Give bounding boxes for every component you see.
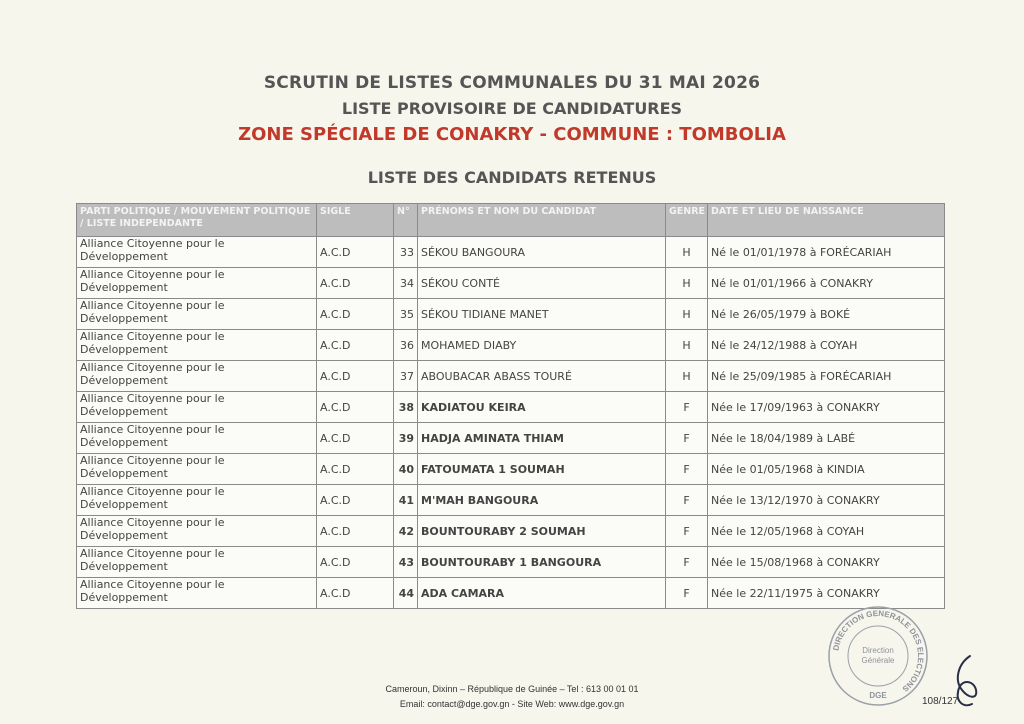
column-header-candidate-name: PRÉNOMS ET NOM DU CANDIDAT	[418, 204, 666, 237]
sigle-cell: A.C.D	[317, 454, 394, 485]
party-cell: Alliance Citoyenne pour le Développement	[77, 547, 317, 578]
column-header-parti: PARTI POLITIQUE / MOUVEMENT POLITIQUE / LISTE INDEPENDANTE	[77, 204, 317, 237]
table-row	[77, 237, 945, 268]
section-title: LISTE DES CANDIDATS RETENUS	[367, 168, 657, 187]
number-cell: 43	[394, 547, 418, 578]
party-cell: Alliance Citoyenne pour le Développement	[77, 392, 317, 423]
genre-cell: F	[666, 516, 708, 547]
table-row	[77, 330, 945, 361]
genre-cell: F	[666, 485, 708, 516]
genre-cell: H	[666, 268, 708, 299]
candidate-name-cell: SÉKOU TIDIANE MANET	[418, 299, 666, 330]
column-header-birth: DATE ET LIEU DE NAISSANCE	[708, 204, 945, 237]
sigle-cell: A.C.D	[317, 578, 394, 609]
party-cell: Alliance Citoyenne pour le Développement	[77, 454, 317, 485]
party-cell: Alliance Citoyenne pour le Développement	[77, 578, 317, 609]
genre-cell: F	[666, 578, 708, 609]
number-cell: 35	[394, 299, 418, 330]
table-row	[77, 485, 945, 516]
sigle-cell: A.C.D	[317, 423, 394, 454]
number-cell: 40	[394, 454, 418, 485]
table-row	[77, 547, 945, 578]
zone-commune-title: ZONE SPÉCIALE DE CONAKRY - COMMUNE : TOMBOLIA	[238, 124, 786, 145]
table-row	[77, 578, 945, 609]
stamp-ring-text: DIRECTION GENERALE DES ELECTIONS	[831, 608, 926, 694]
candidate-name-cell: M'MAH BANGOURA	[418, 485, 666, 516]
candidate-name-cell: MOHAMED DIABY	[418, 330, 666, 361]
birth-cell: Née le 15/08/1968 à CONAKRY	[708, 547, 945, 578]
candidates-table	[76, 203, 945, 609]
table-row	[77, 454, 945, 485]
sigle-cell: A.C.D	[317, 268, 394, 299]
party-cell: Alliance Citoyenne pour le Développement	[77, 237, 317, 268]
sigle-cell: A.C.D	[317, 361, 394, 392]
table-row	[77, 299, 945, 330]
party-cell: Alliance Citoyenne pour le Développement	[77, 485, 317, 516]
page-number: 108/127	[922, 696, 959, 707]
table-row	[77, 516, 945, 547]
footer-address: Cameroun, Dixinn – République de Guinée – Tel : 613 00 01 01	[385, 684, 639, 694]
candidate-name-cell: BOUNTOURABY 1 BANGOURA	[418, 547, 666, 578]
party-cell: Alliance Citoyenne pour le Développement	[77, 330, 317, 361]
birth-cell: Née le 12/05/1968 à COYAH	[708, 516, 945, 547]
table-row	[77, 361, 945, 392]
number-cell: 34	[394, 268, 418, 299]
genre-cell: F	[666, 423, 708, 454]
birth-cell: Née le 01/05/1968 à KINDIA	[708, 454, 945, 485]
number-cell: 37	[394, 361, 418, 392]
table-row	[77, 268, 945, 299]
sigle-cell: A.C.D	[317, 392, 394, 423]
candidate-name-cell: KADIATOU KEIRA	[418, 392, 666, 423]
birth-cell: Né le 24/12/1988 à COYAH	[708, 330, 945, 361]
birth-cell: Née le 17/09/1963 à CONAKRY	[708, 392, 945, 423]
candidate-name-cell: SÉKOU BANGOURA	[418, 237, 666, 268]
party-cell: Alliance Citoyenne pour le Développement	[77, 299, 317, 330]
birth-cell: Né le 01/01/1966 à CONAKRY	[708, 268, 945, 299]
table-row	[77, 392, 945, 423]
birth-cell: Née le 22/11/1975 à CONAKRY	[708, 578, 945, 609]
sigle-cell: A.C.D	[317, 547, 394, 578]
number-cell: 42	[394, 516, 418, 547]
genre-cell: H	[666, 330, 708, 361]
stamp-center-line2: Générale	[861, 656, 895, 665]
genre-cell: H	[666, 237, 708, 268]
list-subtitle: LISTE PROVISOIRE DE CANDIDATURES	[341, 99, 683, 118]
election-title: SCRUTIN DE LISTES COMMUNALES DU 31 MAI 2026	[263, 73, 761, 93]
number-cell: 41	[394, 485, 418, 516]
table-row	[77, 423, 945, 454]
candidate-name-cell: BOUNTOURABY 2 SOUMAH	[418, 516, 666, 547]
number-cell: 39	[394, 423, 418, 454]
table-header-row	[77, 204, 945, 237]
column-header-genre: GENRE	[666, 204, 708, 237]
party-cell: Alliance Citoyenne pour le Développement	[77, 361, 317, 392]
candidate-name-cell: ABOUBACAR ABASS TOURÉ	[418, 361, 666, 392]
sigle-cell: A.C.D	[317, 516, 394, 547]
party-cell: Alliance Citoyenne pour le Développement	[77, 516, 317, 547]
stamp-bottom-text: DGE	[869, 691, 887, 700]
birth-cell: Né le 01/01/1978 à FORÉCARIAH	[708, 237, 945, 268]
sigle-cell: A.C.D	[317, 237, 394, 268]
genre-cell: H	[666, 299, 708, 330]
party-cell: Alliance Citoyenne pour le Développement	[77, 268, 317, 299]
candidate-name-cell: HADJA AMINATA THIAM	[418, 423, 666, 454]
birth-cell: Née le 13/12/1970 à CONAKRY	[708, 485, 945, 516]
number-cell: 36	[394, 330, 418, 361]
sigle-cell: A.C.D	[317, 485, 394, 516]
genre-cell: F	[666, 454, 708, 485]
candidate-name-cell: ADA CAMARA	[418, 578, 666, 609]
birth-cell: Né le 25/09/1985 à FORÉCARIAH	[708, 361, 945, 392]
candidate-name-cell: FATOUMATA 1 SOUMAH	[418, 454, 666, 485]
birth-cell: Né le 26/05/1979 à BOKÉ	[708, 299, 945, 330]
sigle-cell: A.C.D	[317, 299, 394, 330]
column-header-number: N°	[394, 204, 418, 237]
party-cell: Alliance Citoyenne pour le Développement	[77, 423, 317, 454]
birth-cell: Née le 18/04/1989 à LABÉ	[708, 423, 945, 454]
candidate-name-cell: SÉKOU CONTÉ	[418, 268, 666, 299]
number-cell: 33	[394, 237, 418, 268]
genre-cell: F	[666, 547, 708, 578]
sigle-cell: A.C.D	[317, 330, 394, 361]
number-cell: 44	[394, 578, 418, 609]
column-header-sigle: SIGLE	[317, 204, 394, 237]
genre-cell: H	[666, 361, 708, 392]
footer-contact: Email: contact@dge.gov.gn - Site Web: www.dge.gov.gn	[399, 699, 625, 709]
number-cell: 38	[394, 392, 418, 423]
genre-cell: F	[666, 392, 708, 423]
stamp-center-line1: Direction	[862, 646, 894, 655]
